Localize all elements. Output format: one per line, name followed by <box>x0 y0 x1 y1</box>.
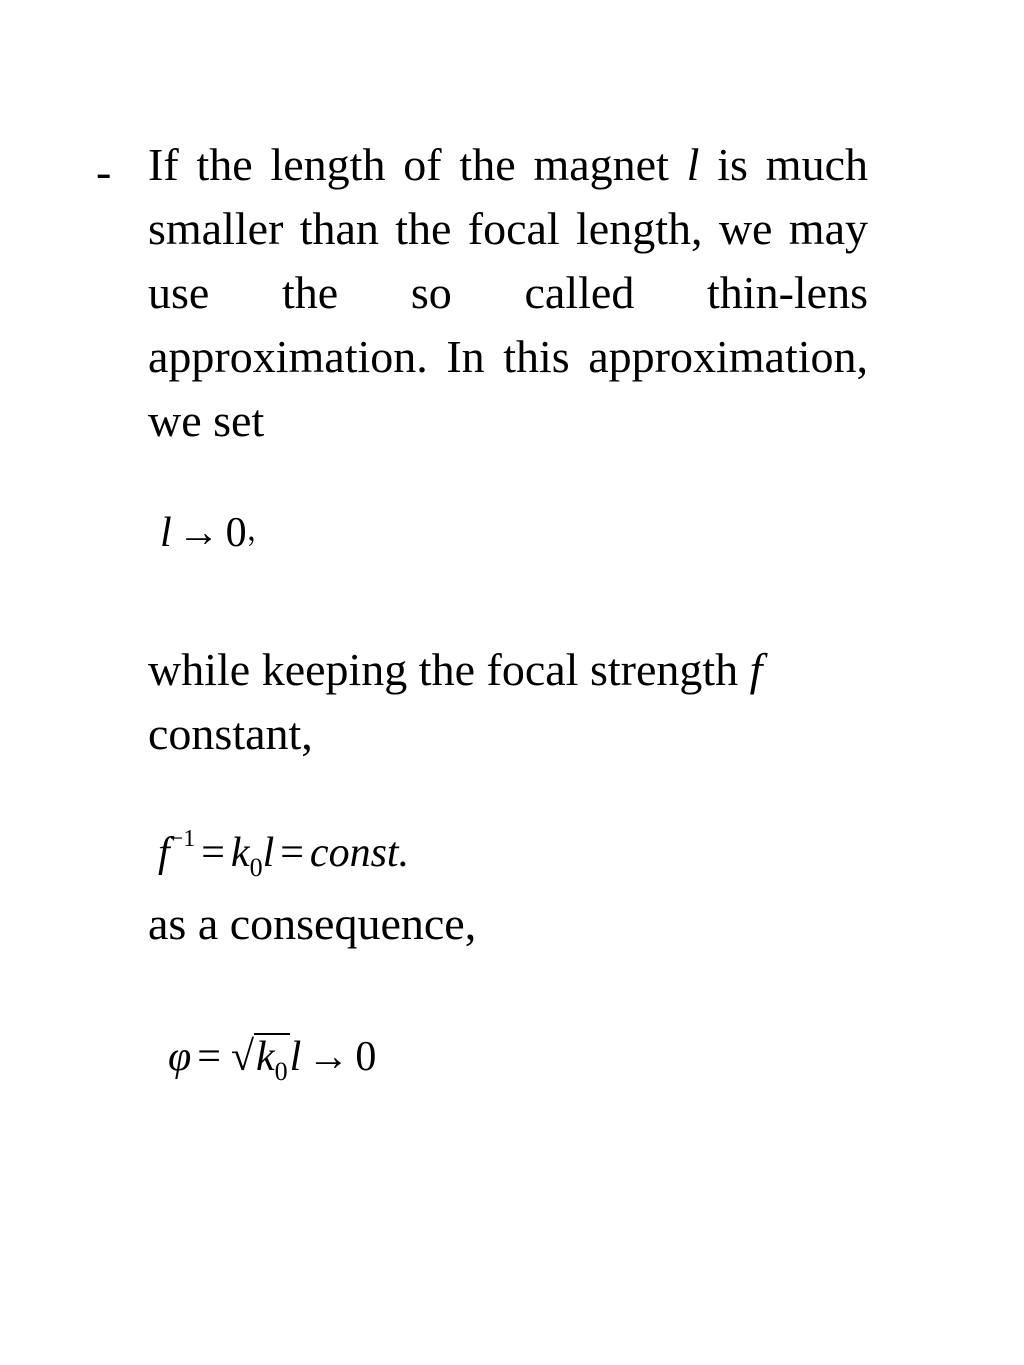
paragraph-1-text-a: If the length of the magnet <box>148 139 687 190</box>
paragraph-3-text: as a consequence, <box>148 898 477 949</box>
eq1-arrow: → <box>177 510 220 556</box>
eq3-zero: 0 <box>355 1034 377 1080</box>
eq3-square-root <box>227 1032 290 1086</box>
eq3-radical-sign-icon: √ <box>230 1034 254 1080</box>
paragraph-2-text-b: constant, <box>148 708 313 759</box>
eq3-arrow: → <box>307 1034 350 1080</box>
eq2-equals-2: = <box>280 830 304 876</box>
paragraph-consequence <box>148 892 868 956</box>
eq2-f: f <box>158 830 170 876</box>
eq1-l: l <box>160 510 172 556</box>
variable-l: l <box>686 139 700 190</box>
eq2-exponent: −1 <box>169 826 196 852</box>
eq2-k-subscript: 0 <box>249 853 263 882</box>
eq1-zero: 0 <box>225 510 247 556</box>
eq3-k-subscript: 0 <box>274 1057 288 1086</box>
eq3-equals: = <box>197 1034 221 1080</box>
eq2-k: k <box>230 830 250 876</box>
paragraph-thin-lens-intro <box>148 133 868 453</box>
equation-focal-constant <box>158 828 409 884</box>
bullet-dash: - <box>96 146 112 197</box>
eq2-const: const. <box>309 830 410 876</box>
variable-f: f <box>749 644 763 695</box>
eq3-phi: φ <box>168 1034 192 1080</box>
equation-l-to-zero <box>160 508 277 562</box>
eq2-equals-1: = <box>201 830 225 876</box>
eq3-radicand <box>254 1033 290 1086</box>
paragraph-1-text-b: is much smaller than the focal length, we may use the so called thin-lens approximation. In this approximation, we set <box>148 139 868 446</box>
eq3-l: l <box>289 1034 302 1080</box>
paragraph-2-text-a: while keeping the focal strength <box>148 644 750 695</box>
eq3-k: k <box>256 1034 275 1080</box>
eq2-l: l <box>262 830 275 876</box>
eq1-comma: ， <box>246 514 277 547</box>
equation-phi-to-zero <box>168 1032 377 1086</box>
paragraph-focal-strength <box>148 638 888 766</box>
